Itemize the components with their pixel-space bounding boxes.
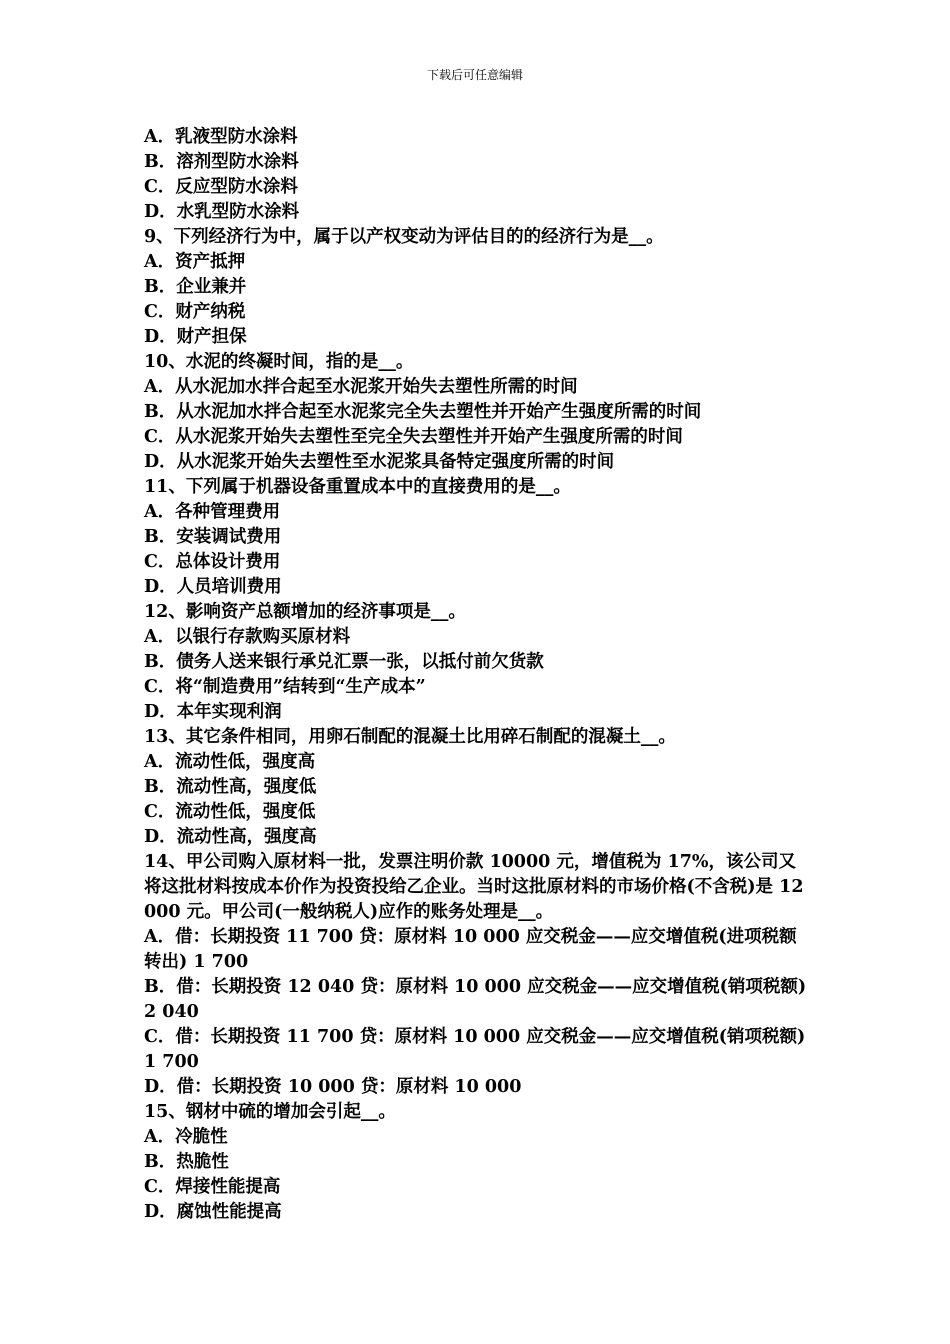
- q14-option-d: D．借：长期投资 10 000 贷：原材料 10 000: [144, 1077, 522, 1097]
- q9-option-c: C．财产纳税: [144, 302, 246, 322]
- q10-option-a: A．从水泥加水拌合起至水泥浆开始失去塑性所需的时间: [144, 377, 578, 397]
- q13-option-a: A．流动性低，强度高: [144, 752, 316, 772]
- q11-option-d: D．人员培训费用: [144, 577, 282, 597]
- q14-option-b: B．借：长期投资 12 040 贷：原材料 10 000 应交税金——应交增值税(销项税额) 2 040: [144, 977, 807, 1022]
- q10-option-c: C．从水泥浆开始失去塑性至完全失去塑性并开始产生强度所需的时间: [144, 427, 683, 447]
- q12-option-d: D．本年实现利润: [144, 702, 282, 722]
- q14-option-c: C．借：长期投资 11 700 贷：原材料 10 000 应交税金——应交增值税(销项税额) 1 700: [144, 1027, 806, 1072]
- q12-option-c: C．将“制造费用”结转到“生产成本”: [144, 677, 426, 697]
- q11-option-a: A．各种管理费用: [144, 502, 281, 522]
- q15-option-b: B．热脆性: [144, 1152, 229, 1172]
- q9-option-d: D．财产担保: [144, 327, 247, 347]
- page-header: 下载后可任意编辑: [426, 68, 523, 82]
- q14-stem: 14、甲公司购入原材料一批，发票注明价款 10000 元，增值税为 17%，该公司又将这批材料按成本价作为投资投给乙企业。当时这批原材料的市场价格(不含税)是 12 000 元。甲公司(一般纳税人)应作的账务处理是__。: [144, 852, 804, 922]
- q13-option-d: D．流动性高，强度高: [144, 827, 317, 847]
- q9-stem: 9、下列经济行为中，属于以产权变动为评估目的的经济行为是__。: [144, 227, 664, 247]
- q8-option-b: B．溶剂型防水涂料: [144, 152, 299, 172]
- q10-option-d: D．从水泥浆开始失去塑性至水泥浆具备特定强度所需的时间: [144, 452, 615, 472]
- q9-option-a: A．资产抵押: [144, 252, 246, 272]
- q8-option-a: A．乳液型防水涂料: [144, 127, 298, 147]
- q12-stem: 12、影响资产总额增加的经济事项是__。: [144, 602, 466, 622]
- q10-option-b: B．从水泥加水拌合起至水泥浆完全失去塑性并开始产生强度所需的时间: [144, 402, 702, 422]
- q15-option-a: A．冷脆性: [144, 1127, 228, 1147]
- q10-stem: 10、水泥的终凝时间，指的是__。: [144, 352, 414, 372]
- q15-option-d: D．腐蚀性能提高: [144, 1202, 282, 1222]
- q15-stem: 15、钢材中硫的增加会引起__。: [144, 1102, 396, 1122]
- q12-option-b: B．债务人送来银行承兑汇票一张，以抵付前欠货款: [144, 652, 544, 672]
- q8-option-c: C．反应型防水涂料: [144, 177, 298, 197]
- q11-option-c: C．总体设计费用: [144, 552, 281, 572]
- q13-option-b: B．流动性高，强度低: [144, 777, 317, 797]
- q15-option-c: C．焊接性能提高: [144, 1177, 281, 1197]
- document-body: [144, 125, 810, 1225]
- q11-stem: 11、下列属于机器设备重置成本中的直接费用的是__。: [144, 477, 571, 497]
- q11-option-b: B．安装调试费用: [144, 527, 282, 547]
- q13-stem: 13、其它条件相同，用卵石制配的混凝土比用碎石制配的混凝土__。: [144, 727, 676, 747]
- q14-option-a: A．借：长期投资 11 700 贷：原材料 10 000 应交税金——应交增值税(进项税额转出) 1 700: [144, 927, 797, 972]
- q9-option-b: B．企业兼并: [144, 277, 247, 297]
- q8-option-d: D．水乳型防水涂料: [144, 202, 300, 222]
- q13-option-c: C．流动性低，强度低: [144, 802, 316, 822]
- q12-option-a: A．以银行存款购买原材料: [144, 627, 351, 647]
